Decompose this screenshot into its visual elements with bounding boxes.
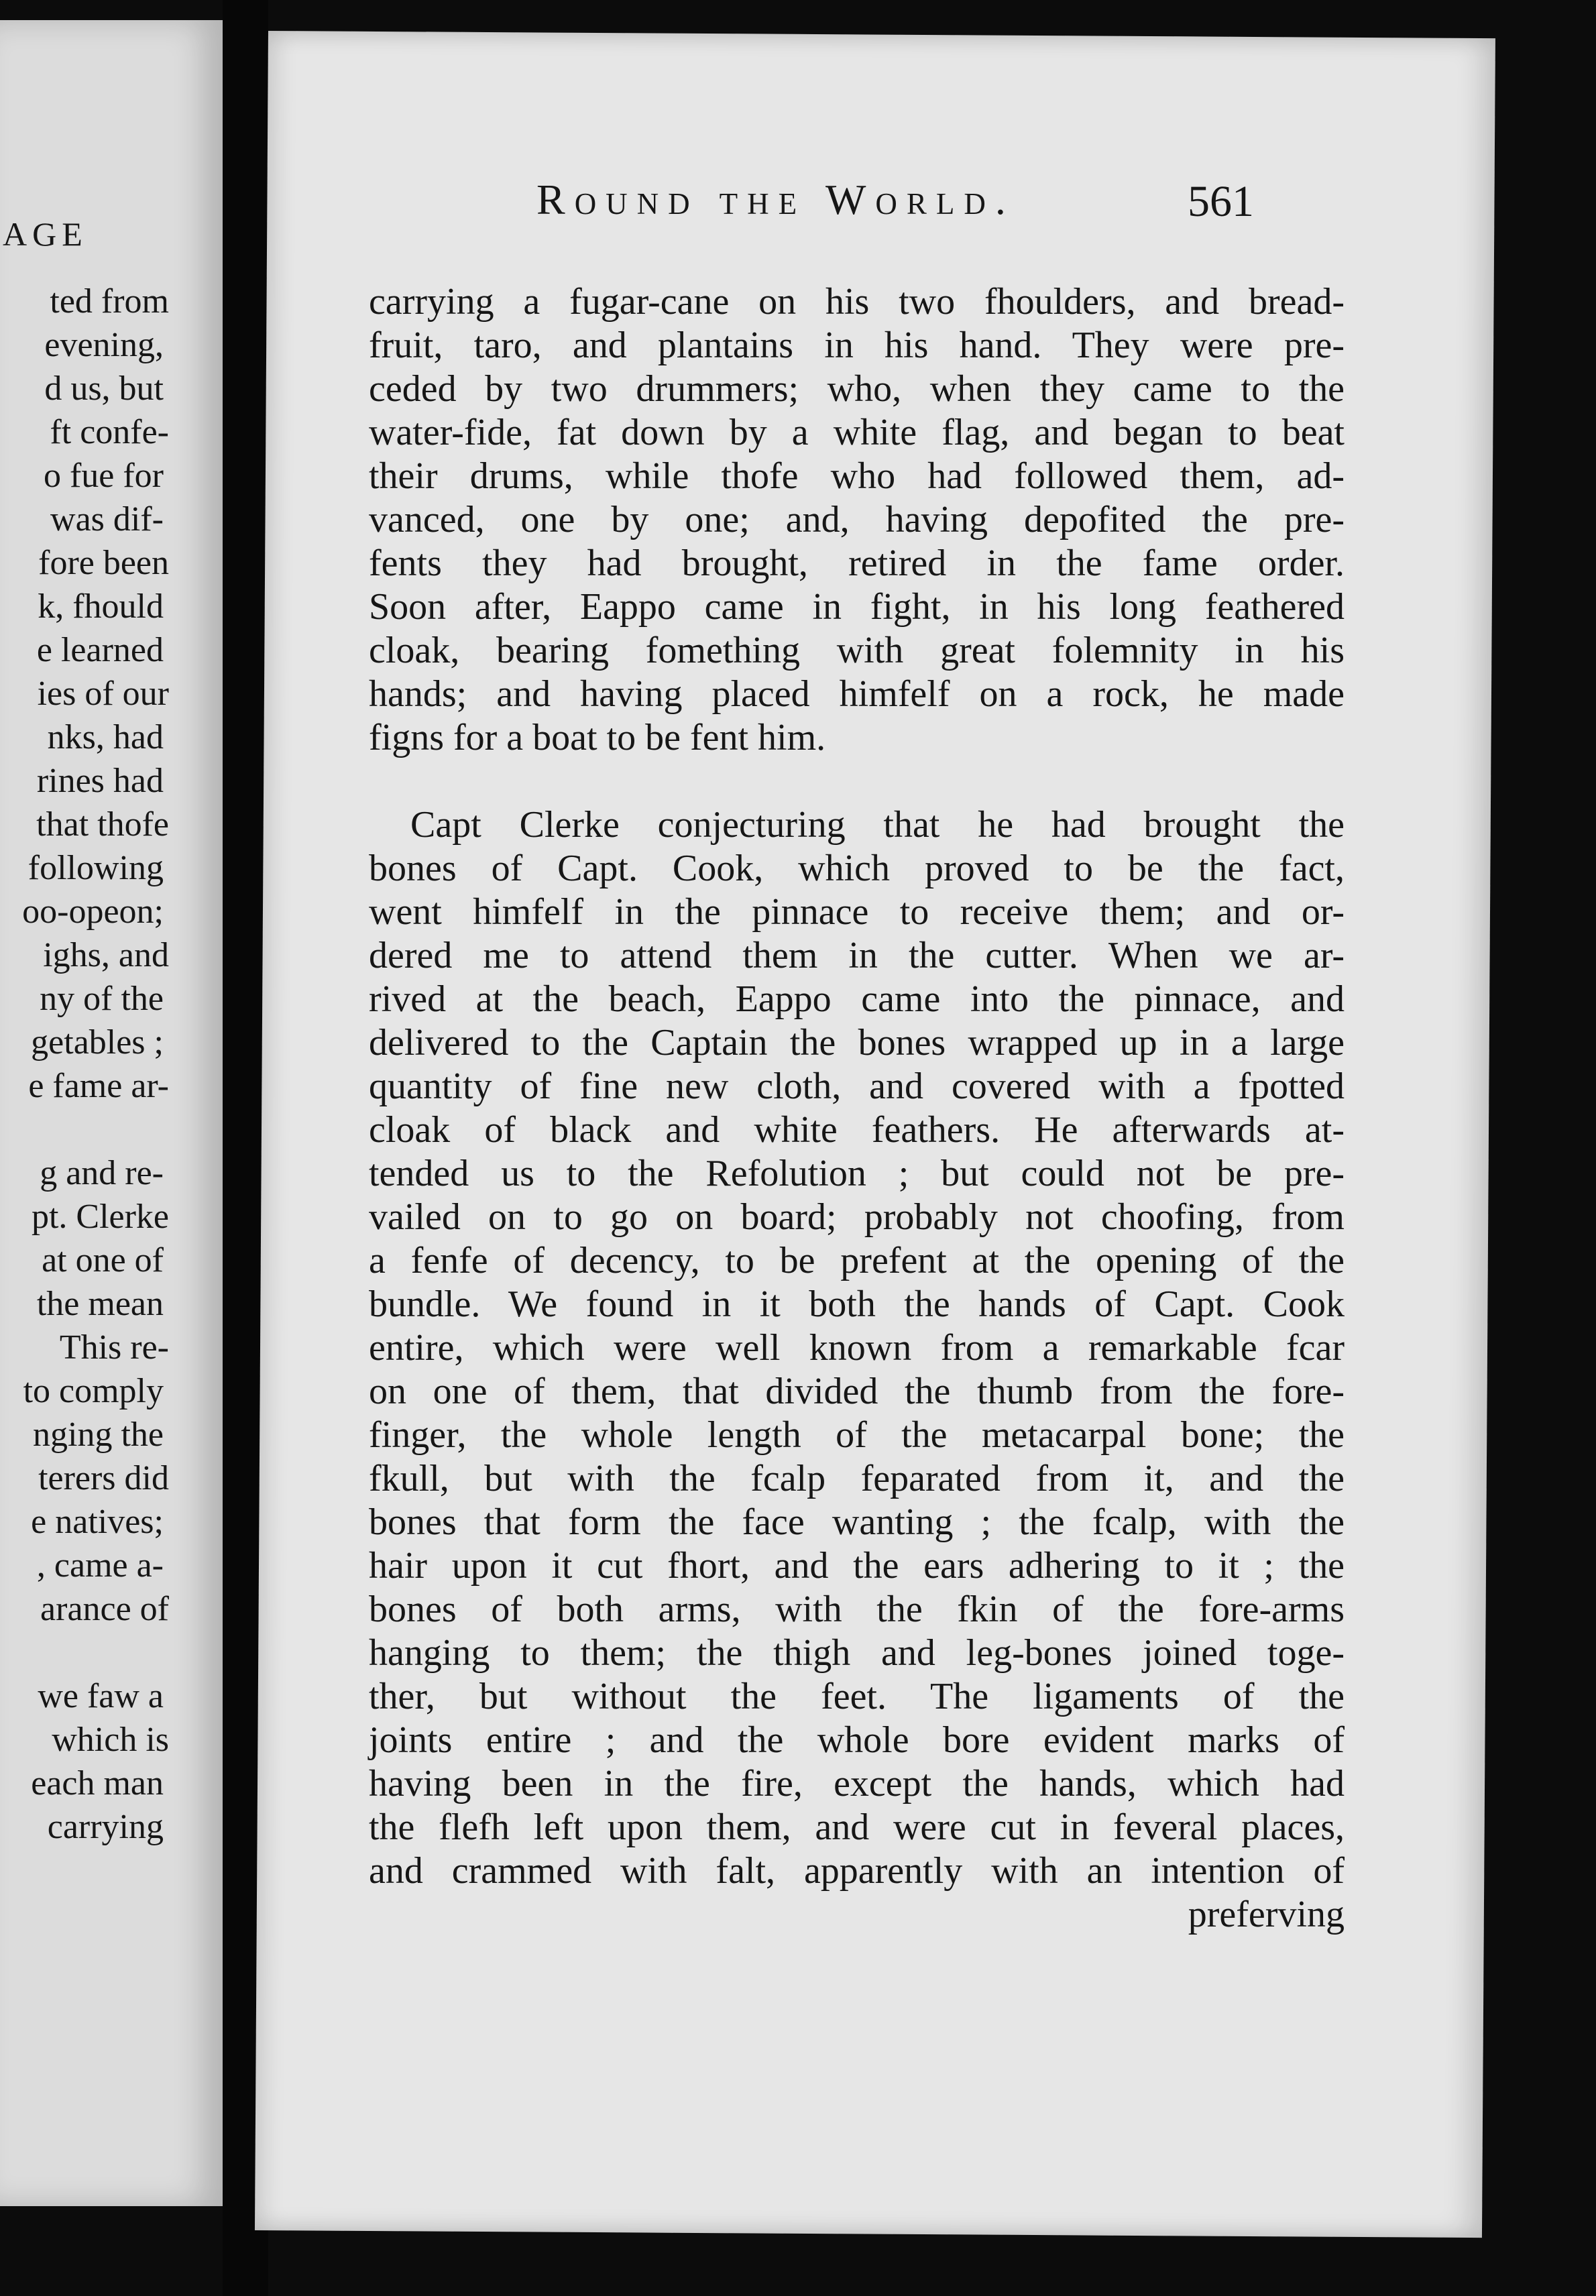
text-line: entire, which were well known from a remarkable fcar xyxy=(369,1327,1345,1369)
text-line: fruit, taro, and plantains in his hand. They were pre- xyxy=(369,325,1345,366)
text-line: quantity of fine new cloth, and covered with a fpotted xyxy=(369,1066,1345,1107)
page-number: 561 xyxy=(1188,177,1254,226)
left-text-fragment: each man xyxy=(31,1764,164,1802)
left-text-fragment: e learned xyxy=(36,631,164,669)
paragraph-1 xyxy=(369,280,1345,760)
text-line: hands; and having placed himfelf on a rock, he made xyxy=(369,673,1345,715)
left-text-fragment: oo-opeon; xyxy=(22,893,164,931)
left-text-fragment: g and re- xyxy=(40,1154,164,1192)
text-line: ther, but without the feet. The ligaments of the xyxy=(369,1676,1345,1717)
text-line: rived at the beach, Eappo came into the pinnace, and xyxy=(369,978,1345,1020)
left-text-fragment: carrying xyxy=(47,1808,164,1846)
left-text-fragment: o fue for xyxy=(43,457,164,495)
paragraph-2 xyxy=(369,803,1345,1893)
running-title: Round the World. xyxy=(536,176,1015,223)
left-text-fragment: we faw a xyxy=(38,1677,164,1715)
left-text-fragment: nks, had xyxy=(47,718,164,756)
left-text-fragment: nging the xyxy=(33,1416,164,1454)
left-text-fragment: fore been xyxy=(38,544,169,582)
left-text-fragment: This re- xyxy=(59,1328,169,1367)
text-line: vanced, one by one; and, having depofited the pre- xyxy=(369,499,1345,540)
left-text-fragment: arance of xyxy=(40,1590,169,1628)
text-line: delivered to the Captain the bones wrapped up in a large xyxy=(369,1022,1345,1064)
left-page xyxy=(0,20,223,2206)
text-line: bones of Capt. Cook, which proved to be the fact, xyxy=(369,848,1345,889)
left-text-fragment: at one of xyxy=(42,1241,164,1279)
text-line: dered me to attend them in the cutter. When we ar- xyxy=(369,935,1345,976)
left-text-fragment: the mean xyxy=(36,1285,164,1323)
left-text-fragment: e natives; xyxy=(31,1503,164,1541)
running-head xyxy=(268,163,1254,243)
left-text-fragment: ies of our xyxy=(37,675,169,713)
text-line: ceded by two drummers; who, when they came to the xyxy=(369,368,1345,410)
text-line: finger, the whole length of the metacarpal bone; the xyxy=(369,1414,1345,1456)
text-line: having been in the fire, except the hands, which had xyxy=(369,1763,1345,1804)
text-line: and crammed with falt, apparently with an intention of xyxy=(369,1850,1345,1892)
left-text-fragment: to comply xyxy=(23,1372,164,1410)
left-text-fragment: which is xyxy=(52,1721,169,1759)
text-line: bundle. We found in it both the hands of Capt. Cook xyxy=(369,1283,1345,1325)
left-text-fragment: d us, but xyxy=(44,369,164,408)
text-line: figns for a boat to be fent him. xyxy=(369,717,826,758)
text-line: carrying a fugar-cane on his two fhoulders, and bread- xyxy=(369,281,1345,323)
left-text-fragment: ted from xyxy=(50,282,169,321)
text-line: fkull, but with the fcalp feparated from it, and the xyxy=(369,1458,1345,1499)
left-text-fragment: terers did xyxy=(38,1459,169,1497)
left-text-fragment: evening, xyxy=(44,326,164,364)
left-text-fragment: was dif- xyxy=(50,500,164,538)
left-text-fragment: ft confe- xyxy=(50,413,169,451)
text-line: hanging to them; the thigh and leg-bones joined toge- xyxy=(369,1632,1345,1674)
text-line: bones of both arms, with the fkin of the fore-arms xyxy=(369,1589,1345,1630)
left-text-fragment: e fame ar- xyxy=(28,1067,169,1105)
text-line: water-fide, fat down by a white flag, and began to beat xyxy=(369,412,1345,453)
text-line: joints entire ; and the whole bore evident marks of xyxy=(369,1719,1345,1761)
text-line: cloak of black and white feathers. He afterwards at- xyxy=(369,1109,1345,1151)
text-line: went himfelf in the pinnace to receive them; and or- xyxy=(369,891,1345,933)
left-text-fragment: pt. Clerke xyxy=(31,1198,169,1236)
left-text-fragment: , came a- xyxy=(36,1546,164,1585)
paragraph-gap xyxy=(369,760,1345,803)
text-line: bones that form the face wanting ; the fcalp, with the xyxy=(369,1501,1345,1543)
text-line: vailed on to go on board; probably not choofing, from xyxy=(369,1196,1345,1238)
text-line: Capt Clerke conjecturing that he had brought the xyxy=(410,804,1345,846)
text-line: on one of them, that divided the thumb from the fore- xyxy=(369,1371,1345,1412)
left-text-fragment: getables ; xyxy=(31,1023,164,1061)
left-text-fragment: that thofe xyxy=(36,805,169,844)
left-text-fragment: rines had xyxy=(36,762,164,800)
text-line: their drums, while thofe who had followed them, ad- xyxy=(369,455,1345,497)
text-line: a fenfe of decency, to be prefent at the opening of the xyxy=(369,1240,1345,1281)
left-running-head-fragment: AGE xyxy=(3,215,88,253)
left-text-fragment: following xyxy=(27,849,164,887)
text-line: cloak, bearing fomething with great folemnity in his xyxy=(369,630,1345,671)
text-line: tended us to the Refolution ; but could not be pre- xyxy=(369,1153,1345,1194)
left-text-fragment: k, fhould xyxy=(38,587,164,626)
text-line: Soon after, Eappo came in fight, in his long feathered xyxy=(369,586,1345,628)
left-text-fragment: ighs, and xyxy=(43,936,169,974)
body-text xyxy=(369,280,1345,1937)
catchword: preferving xyxy=(1188,1894,1345,1935)
text-line: the flefh left upon them, and were cut in feveral places, xyxy=(369,1806,1345,1848)
left-text-fragment: ny of the xyxy=(40,980,164,1018)
text-line: hair upon it cut fhort, and the ears adhering to it ; the xyxy=(369,1545,1345,1587)
text-line: fents they had brought, retired in the fame order. xyxy=(369,542,1345,584)
